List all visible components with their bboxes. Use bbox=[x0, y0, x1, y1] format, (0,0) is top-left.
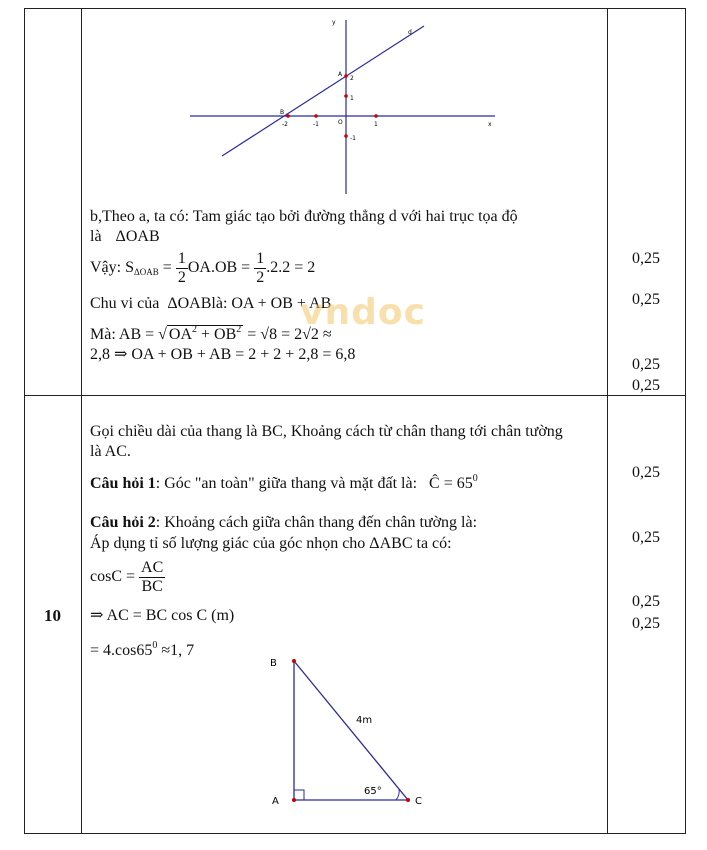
tick-xm2: -2 bbox=[282, 121, 288, 128]
q1-answer: Ĉ = 65 bbox=[429, 475, 473, 492]
area-formula bbox=[90, 250, 315, 290]
triangle-figure bbox=[260, 652, 440, 817]
tick-x1: 1 bbox=[374, 121, 378, 128]
oa-ob: OA.OB = bbox=[187, 259, 251, 277]
q1-degree: 0 bbox=[472, 473, 478, 484]
vay-label: Vậy: S bbox=[90, 259, 134, 277]
tick-y1: 1 bbox=[350, 95, 354, 102]
label-angle: 65° bbox=[364, 786, 382, 797]
score-2: 0,25 bbox=[632, 291, 660, 308]
vertex-C bbox=[406, 798, 410, 802]
label-O: O bbox=[338, 119, 343, 126]
point-minus1 bbox=[314, 114, 318, 118]
point-y1 bbox=[344, 94, 348, 98]
tick-ym1: -1 bbox=[350, 135, 356, 142]
equals: = bbox=[162, 259, 172, 277]
fraction-half-2: $\frac{1}{2}$ bbox=[256, 250, 265, 286]
score-3: 0,25 bbox=[632, 356, 660, 373]
label-x: x bbox=[488, 121, 492, 128]
area-subscript: ΔOAB bbox=[134, 267, 159, 278]
side-BC bbox=[294, 661, 408, 800]
right-angle-mark bbox=[294, 790, 304, 800]
q2-text: : Khoảng cách giữa chân thang đến chân tường là: bbox=[155, 514, 478, 531]
tick-y2: 2 bbox=[350, 75, 354, 82]
step-3: = $4.\cos 65^0 \approx 1$, 7 bbox=[90, 640, 195, 659]
coordinate-graph bbox=[180, 14, 510, 199]
label-length: 4m bbox=[356, 715, 373, 726]
q10-question-2 bbox=[90, 513, 477, 533]
label-d: d bbox=[408, 29, 412, 36]
line-d bbox=[222, 26, 424, 156]
label-B: B bbox=[280, 109, 285, 116]
chuvi-rest: là: OA + OB + AB bbox=[211, 295, 332, 312]
text-la: là bbox=[90, 228, 102, 245]
score-q10-2: 0,25 bbox=[632, 529, 660, 546]
cos-fraction: $\frac{AC}{BC}$ bbox=[141, 558, 164, 595]
score-4: 0,25 bbox=[632, 377, 660, 394]
sqrt-expr: $OA^2 + OB^2$ bbox=[168, 324, 242, 343]
watermark-logo: vndoc bbox=[300, 292, 426, 333]
point-ym1 bbox=[344, 134, 348, 138]
point-A bbox=[344, 74, 348, 78]
step-2: ⇒ AC = BC cos C (m) bbox=[90, 607, 235, 624]
ma-label: Mà: AB = bbox=[90, 326, 155, 343]
label-vertex-B: B bbox=[270, 658, 277, 669]
score-q10-1: 0,25 bbox=[632, 464, 660, 481]
q10-question-1 bbox=[90, 469, 478, 494]
label-vertex-C: C bbox=[415, 796, 422, 807]
perimeter-line bbox=[90, 294, 331, 314]
q2-label: Câu hỏi 2 bbox=[90, 514, 156, 531]
vertex-B bbox=[292, 659, 296, 663]
q10-apply: Áp dụng tỉ số lượng giác của góc nhọn cho ΔABC ta có: bbox=[90, 535, 452, 552]
area-result: .2.2 = 2 bbox=[266, 259, 316, 277]
question-number: 10 bbox=[44, 606, 61, 625]
score-q10-3: 0,25 bbox=[632, 593, 660, 610]
q10-intro-2: là AC. bbox=[90, 443, 131, 460]
score-q10-4: 0,25 bbox=[632, 615, 660, 632]
chuvi-label: Chu vi của bbox=[90, 295, 160, 312]
fraction-half: $\frac{1}{2}$ bbox=[177, 250, 186, 286]
ab-result: = √8 = 2√2 ≈ bbox=[243, 326, 332, 343]
row-divider bbox=[25, 395, 685, 396]
tri-oab: ΔOAB bbox=[115, 228, 160, 245]
label-y: y bbox=[332, 19, 336, 26]
score-1: 0,25 bbox=[632, 250, 660, 267]
ab-line: Mà: AB = √ $OA^2 + OB^2 = √8 = 2√2$ ≈ bbox=[90, 324, 332, 343]
text-theo-a: b,Theo a, ta có: Tam giác tạo bởi đường thẳng d với hai trục tọa độ bbox=[90, 208, 518, 225]
angle-arc bbox=[396, 789, 399, 800]
cos-lhs: cosC = bbox=[90, 568, 136, 585]
point-minus2 bbox=[286, 114, 290, 118]
q1-text: : Góc "an toàn" giữa thang và mặt đất là: bbox=[155, 475, 418, 492]
label-A: A bbox=[338, 71, 343, 78]
text-la-oab bbox=[90, 227, 160, 247]
column-divider-1 bbox=[81, 9, 82, 833]
q1-label: Câu hỏi 1 bbox=[90, 475, 156, 492]
chuvi-tri: ΔOAB bbox=[167, 295, 212, 312]
q10-intro-1: Gọi chiều dài của thang là BC, Khoảng cách từ chân thang tới chân tường bbox=[90, 423, 563, 440]
vertex-A bbox=[292, 798, 296, 802]
label-vertex-A: A bbox=[272, 796, 279, 807]
sum-line: 2,8 ⇒ OA + OB + AB = 2 + 2 + 2,8 = 6,8 bbox=[90, 346, 356, 363]
point-1 bbox=[374, 114, 378, 118]
tick-xm1: -1 bbox=[313, 121, 319, 128]
cos-formula bbox=[90, 558, 165, 596]
column-divider-2 bbox=[607, 9, 608, 833]
